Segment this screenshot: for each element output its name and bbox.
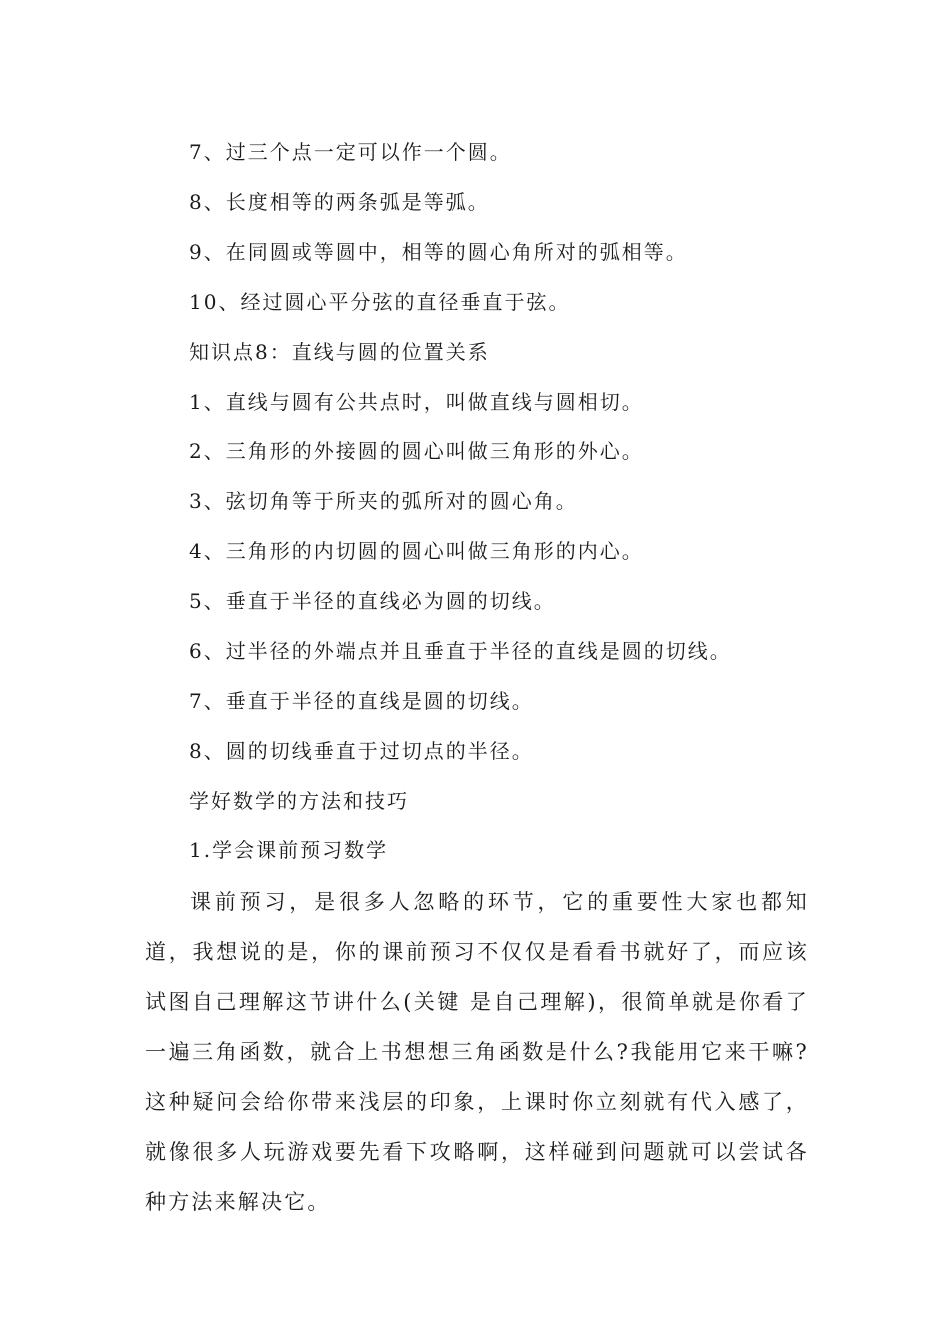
statement-8b: 8、圆的切线垂直于过切点的半径。 <box>189 739 534 763</box>
statement-5: 5、垂直于半径的直线必为圆的切线。 <box>189 589 556 613</box>
subheading-preview: 1.学会课前预习数学 <box>189 838 389 862</box>
statement-8: 8、长度相等的两条弧是等弧。 <box>189 190 490 214</box>
statement-7: 7、过三个点一定可以作一个圆。 <box>189 140 512 164</box>
statement-6: 6、过半径的外端点并且垂直于半径的直线是圆的切线。 <box>189 639 732 663</box>
statement-3: 3、弦切角等于所夹的弧所对的圆心角。 <box>189 489 578 513</box>
body-paragraph: 课前预习，是很多人忽略的环节，它的重要性大家也都知道，我想说的是，你的课前预习不仅仅是看看书就好了，而应该试图自己理解这节讲什么(关键 是自己理解)，很简单就是你看了一遍三角函数，就合上书想想三角函数是什么?我能用它来干嘛?这种疑问会给你带来浅层的印象，上课时你立刻就有代入感了， 就像很多人玩游戏要先看下攻略啊，这样碰到问题就可以尝试各种方法来解决它。 <box>145 890 809 1214</box>
section-heading-methods: 学好数学的方法和技巧 <box>189 789 409 813</box>
statement-9: 9、在同圆或等圆中，相等的圆心角所对的弧相等。 <box>189 240 688 264</box>
statement-1: 1、直线与圆有公共点时，叫做直线与圆相切。 <box>189 390 644 414</box>
statement-7b: 7、垂直于半径的直线是圆的切线。 <box>189 689 534 713</box>
statement-4: 4、三角形的内切圆的圆心叫做三角形的内心。 <box>189 539 644 563</box>
statement-10: 10、经过圆心平分弦的直径垂直于弦。 <box>189 290 571 314</box>
section-heading-knowledge-8: 知识点8：直线与圆的位置关系 <box>189 340 490 364</box>
statement-2: 2、三角形的外接圆的圆心叫做三角形的外心。 <box>189 439 644 463</box>
